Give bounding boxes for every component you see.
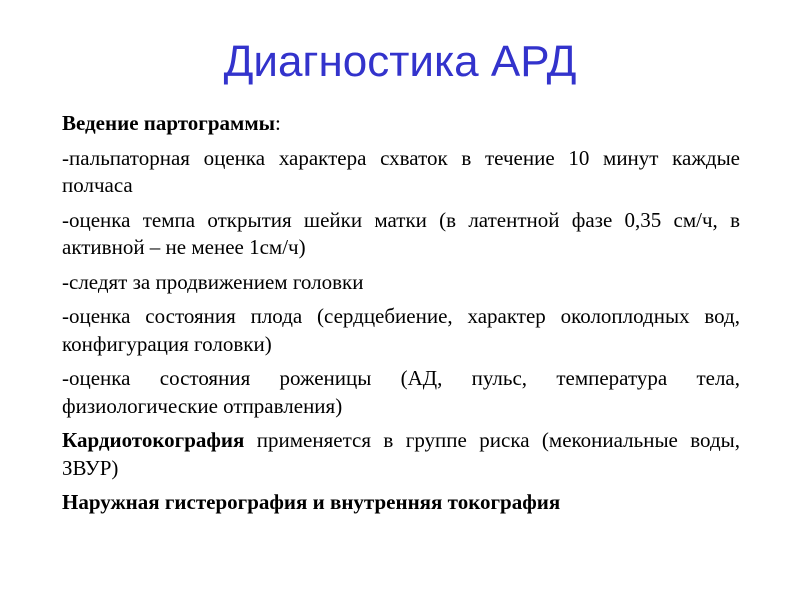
list-item-fetal-status: -оценка состояния плода (сердцебиение, характер околоплодных вод, конфигурация головки) — [62, 304, 740, 356]
list-item-head-descent: -следят за продвижением головки — [62, 269, 364, 294]
list-item-maternal-status: -оценка состояния роженицы (АД, пульс, температура тела, физиологические отправления) — [62, 366, 740, 418]
list-item-cervix-dilation: -оценка темпа открытия шейки матки (в латентной фазе 0,35 см/ч, в активной – не менее 1см/ч) — [62, 207, 740, 259]
ctg-text: применяется в группе риска (мекониальные воды, ЗВУР) — [62, 428, 740, 480]
partogram-heading — [62, 110, 740, 138]
ctg-paragraph — [62, 427, 740, 482]
partogram-heading-bold: Ведение партограммы — [62, 111, 276, 135]
slide-body — [62, 110, 740, 524]
partogram-heading-colon: : — [275, 111, 281, 135]
list-item-palpation: -пальпаторная оценка характера схваток в течение 10 минут каждые полчаса — [62, 145, 740, 197]
ctg-bold: Кардиотокография — [62, 428, 245, 452]
hysterography-line: Наружная гистерография и внутренняя токография — [62, 490, 561, 514]
slide-title: Диагностика АРД — [223, 37, 577, 86]
